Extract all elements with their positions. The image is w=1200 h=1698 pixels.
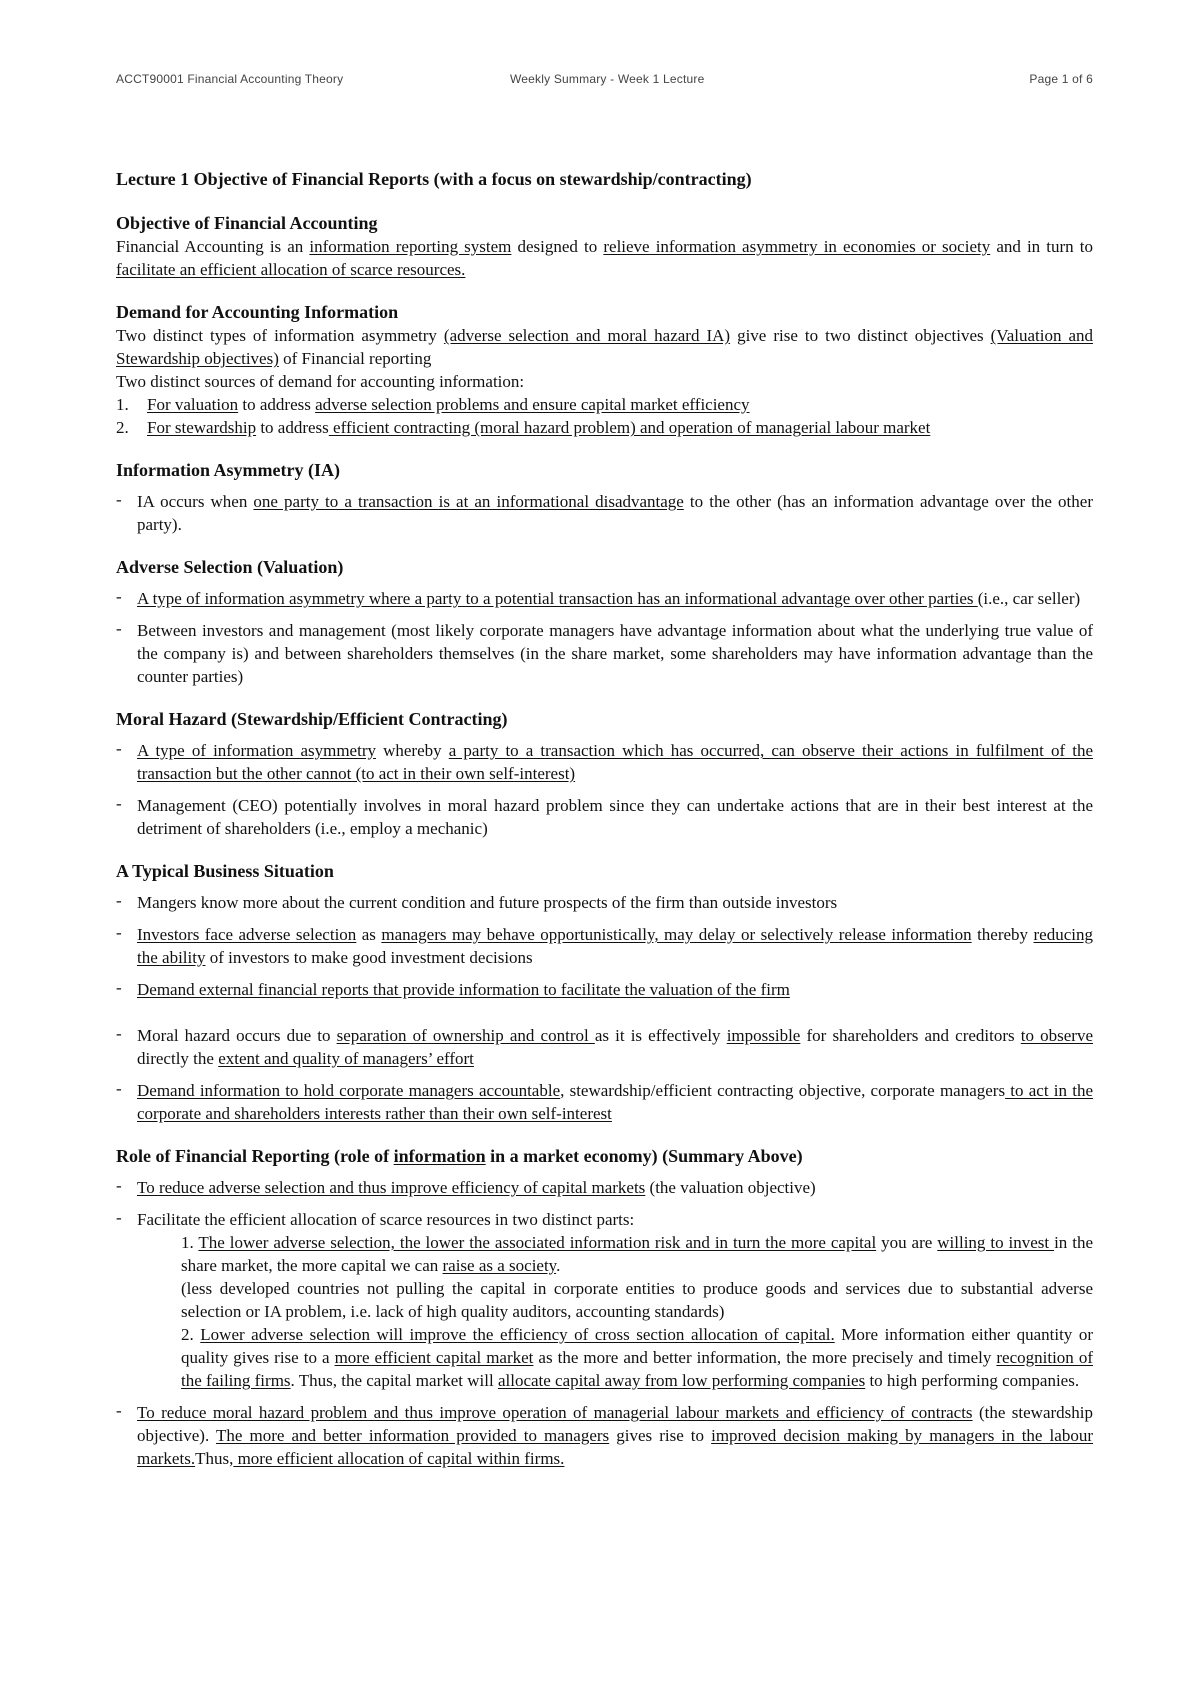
list-item: - Investors face adverse selection as managers may behave opportunistically, may delay or selectively release information thereby reducing the ability of investors to make good investment decisions — [116, 923, 1093, 969]
list-item: 1. For valuation to address adverse selection problems and ensure capital market efficiency — [116, 395, 750, 414]
section-paragraph: Financial Accounting is an information reporting system designed to relieve information asymmetry in economies or society and in turn to facilitate an efficient allocation of scarce resources. — [116, 237, 1093, 279]
list-item: 2. For stewardship to address efficient contracting (moral hazard problem) and operation of managerial labour market — [116, 418, 931, 437]
header-course: ACCT90001 Financial Accounting Theory — [116, 72, 344, 86]
section-heading: Role of Financial Reporting (role of information in a market economy) (Summary Above) — [116, 1146, 803, 1166]
bullet-list — [116, 1024, 1093, 1125]
section-demand — [116, 301, 1093, 439]
list-item: - Moral hazard occurs due to separation of ownership and control as it is effectively impossible for shareholders and creditors to observe directly the extent and quality of managers’ effort — [116, 1024, 1093, 1070]
section-heading: Moral Hazard (Stewardship/Efficient Contracting) — [116, 709, 508, 729]
list-item: - Between investors and management (most likely corporate managers have advantage information about what the underlying true value of the company is) and between shareholders themselves (in the share market, some shareholders may have information advantage than the counter parties) — [116, 619, 1093, 688]
section-objective — [116, 212, 1093, 281]
section-heading: Objective of Financial Accounting — [116, 213, 378, 233]
list-item: - A type of information asymmetry whereby a party to a transaction which has occurred, can observe their actions in fulfilment of the transaction but the other cannot (to act in their own self-interest) — [116, 739, 1093, 785]
list-item: - Demand external financial reports that provide information to facilitate the valuation of the firm — [116, 978, 1093, 1001]
header-page-number: Page 1 of 6 — [1029, 72, 1093, 86]
section-business-situation — [116, 860, 1093, 1125]
section-heading: A Typical Business Situation — [116, 861, 334, 881]
list-item: - Demand information to hold corporate managers accountable, stewardship/efficient contracting objective, corporate managers to act in the corporate and shareholders interests rather than their own self-interest — [116, 1079, 1093, 1125]
numbered-list — [116, 393, 1093, 439]
section-heading: Demand for Accounting Information — [116, 302, 399, 322]
sub-point-2: 2. Lower adverse selection will improve the efficiency of cross section allocation of capital. More information either quantity or quality gives rise to a more efficient capital market as the more and better information, the more precisely and timely recognition of the failing firms. Thus, the capital market will allocate capital away from low performing companies to high performing companies. — [181, 1325, 1094, 1390]
list-item-text: - Facilitate the efficient allocation of scarce resources in two distinct parts: — [137, 1210, 635, 1229]
spacer — [116, 1010, 1093, 1024]
document-body — [116, 168, 1093, 1490]
list-item: - A type of information asymmetry where a party to a potential transaction has an informational advantage over other parties (i.e., car seller) — [116, 587, 1093, 610]
header-summary: Weekly Summary - Week 1 Lecture — [510, 72, 705, 86]
list-item: - To reduce moral hazard problem and thus improve operation of managerial labour markets and efficiency of contracts (the stewardship objective). The more and better information provided to managers gives rise to improved decision making by managers in the labour markets.Thus, more efficient allocation of capital within firms. — [116, 1401, 1093, 1470]
bullet-list — [116, 587, 1093, 688]
bullet-list — [116, 1176, 1093, 1470]
bullet-list — [116, 739, 1093, 840]
bullet-list — [116, 490, 1093, 536]
section-heading: Adverse Selection (Valuation) — [116, 557, 344, 577]
sub-point-1: 1. The lower adverse selection, the lower the associated information risk and in turn the more capital you are willing to invest in the share market, the more capital we can raise as a society. — [181, 1233, 1093, 1275]
sub-point-note: (less developed countries not pulling the capital in corporate entities to produce goods and services due to substantial adverse selection or IA problem, i.e. lack of high quality auditors, accounting standards) — [181, 1279, 1093, 1321]
section-paragraph: Two distinct types of information asymmetry (adverse selection and moral hazard IA) give rise to two distinct objectives (Valuation and Stewardship objectives) of Financial reporting — [116, 326, 1094, 368]
section-role-of-reporting — [116, 1145, 1093, 1470]
bullet-list — [116, 891, 1093, 1001]
list-item: - Management (CEO) potentially involves in moral hazard problem since they can undertake actions that are in their best interest at the detriment of shareholders (i.e., employ a mechanic) — [116, 794, 1093, 840]
section-heading: Information Asymmetry (IA) — [116, 460, 340, 480]
list-item: - Mangers know more about the current condition and future prospects of the firm than outside investors — [116, 891, 1093, 914]
list-item: - To reduce adverse selection and thus improve efficiency of capital markets (the valuation objective) — [116, 1176, 1093, 1199]
list-item: - IA occurs when one party to a transaction is at an informational disadvantage to the other (has an information advantage over the other party). — [116, 490, 1093, 536]
lecture-title: Lecture 1 Objective of Financial Reports (with a focus on stewardship/contracting) — [116, 169, 752, 189]
list-item — [116, 1208, 1093, 1392]
section-information-asymmetry — [116, 459, 1093, 536]
section-moral-hazard — [116, 708, 1093, 840]
section-paragraph: Two distinct sources of demand for accounting information: — [116, 372, 525, 391]
section-adverse-selection — [116, 556, 1093, 688]
